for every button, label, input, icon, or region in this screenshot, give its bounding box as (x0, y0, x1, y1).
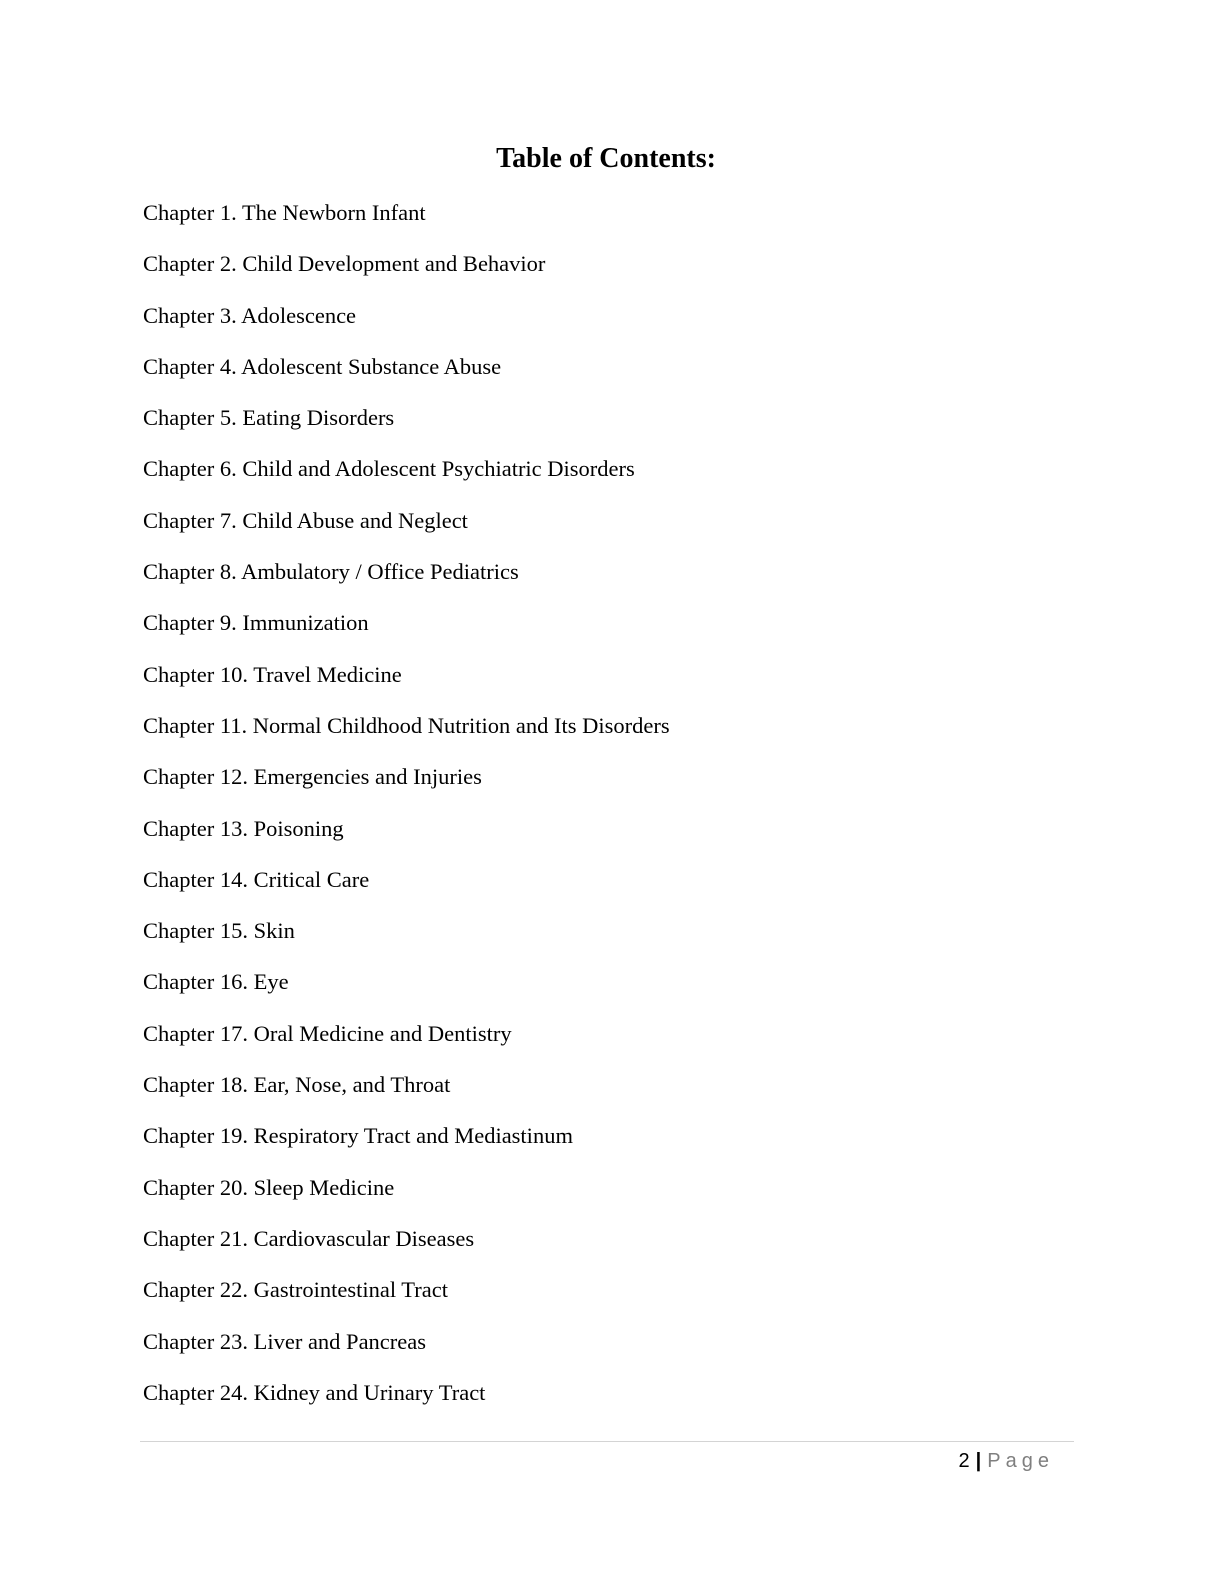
toc-item-chapter-1: Chapter 1. The Newborn Infant (143, 200, 426, 225)
toc-item-chapter-5: Chapter 5. Eating Disorders (143, 405, 395, 431)
toc-item-chapter-4: Chapter 4. Adolescent Substance Abuse (143, 353, 502, 379)
toc-item-chapter-7: Chapter 7. Child Abuse and Neglect (143, 507, 468, 533)
toc-item-chapter-14: Chapter 14. Critical Care (143, 866, 370, 892)
page-footer (959, 1448, 1054, 1474)
toc-item-chapter-22: Chapter 22. Gastrointestinal Tract (143, 1277, 448, 1303)
page-label: Page (987, 1450, 1054, 1472)
toc-item-chapter-21: Chapter 21. Cardiovascular Diseases (143, 1225, 475, 1251)
footer-divider (140, 1441, 1074, 1442)
page-title: Table of Contents: (496, 143, 716, 174)
toc-item-chapter-24: Chapter 24. Kidney and Urinary Tract (143, 1379, 486, 1405)
page-number: 2 (958, 1450, 970, 1472)
toc-item-chapter-18: Chapter 18. Ear, Nose, and Throat (143, 1072, 451, 1098)
toc-item-chapter-15: Chapter 15. Skin (143, 918, 295, 944)
toc-item-chapter-2: Chapter 2. Child Development and Behavior (143, 251, 546, 277)
toc-item-chapter-10: Chapter 10. Travel Medicine (143, 661, 402, 687)
toc-item-chapter-16: Chapter 16. Eye (143, 969, 289, 995)
toc-item-chapter-19: Chapter 19. Respiratory Tract and Mediastinum (143, 1123, 573, 1149)
toc-item-chapter-20: Chapter 20. Sleep Medicine (143, 1174, 395, 1200)
toc-item-chapter-17: Chapter 17. Oral Medicine and Dentistry (143, 1020, 512, 1046)
toc-item-chapter-13: Chapter 13. Poisoning (143, 815, 344, 841)
toc-item-chapter-3: Chapter 3. Adolescence (143, 302, 357, 328)
toc-item-chapter-6: Chapter 6. Child and Adolescent Psychiatric Disorders (143, 456, 635, 482)
toc-item-chapter-23: Chapter 23. Liver and Pancreas (143, 1328, 427, 1354)
toc-item-chapter-9: Chapter 9. Immunization (143, 610, 369, 636)
table-of-contents (143, 197, 670, 1428)
toc-item-chapter-12: Chapter 12. Emergencies and Injuries (143, 764, 482, 790)
footer-separator: | (975, 1450, 982, 1472)
toc-item-chapter-11: Chapter 11. Normal Childhood Nutrition and Its Disorders (143, 712, 670, 738)
toc-item-chapter-8: Chapter 8. Ambulatory / Office Pediatrics (143, 559, 519, 585)
